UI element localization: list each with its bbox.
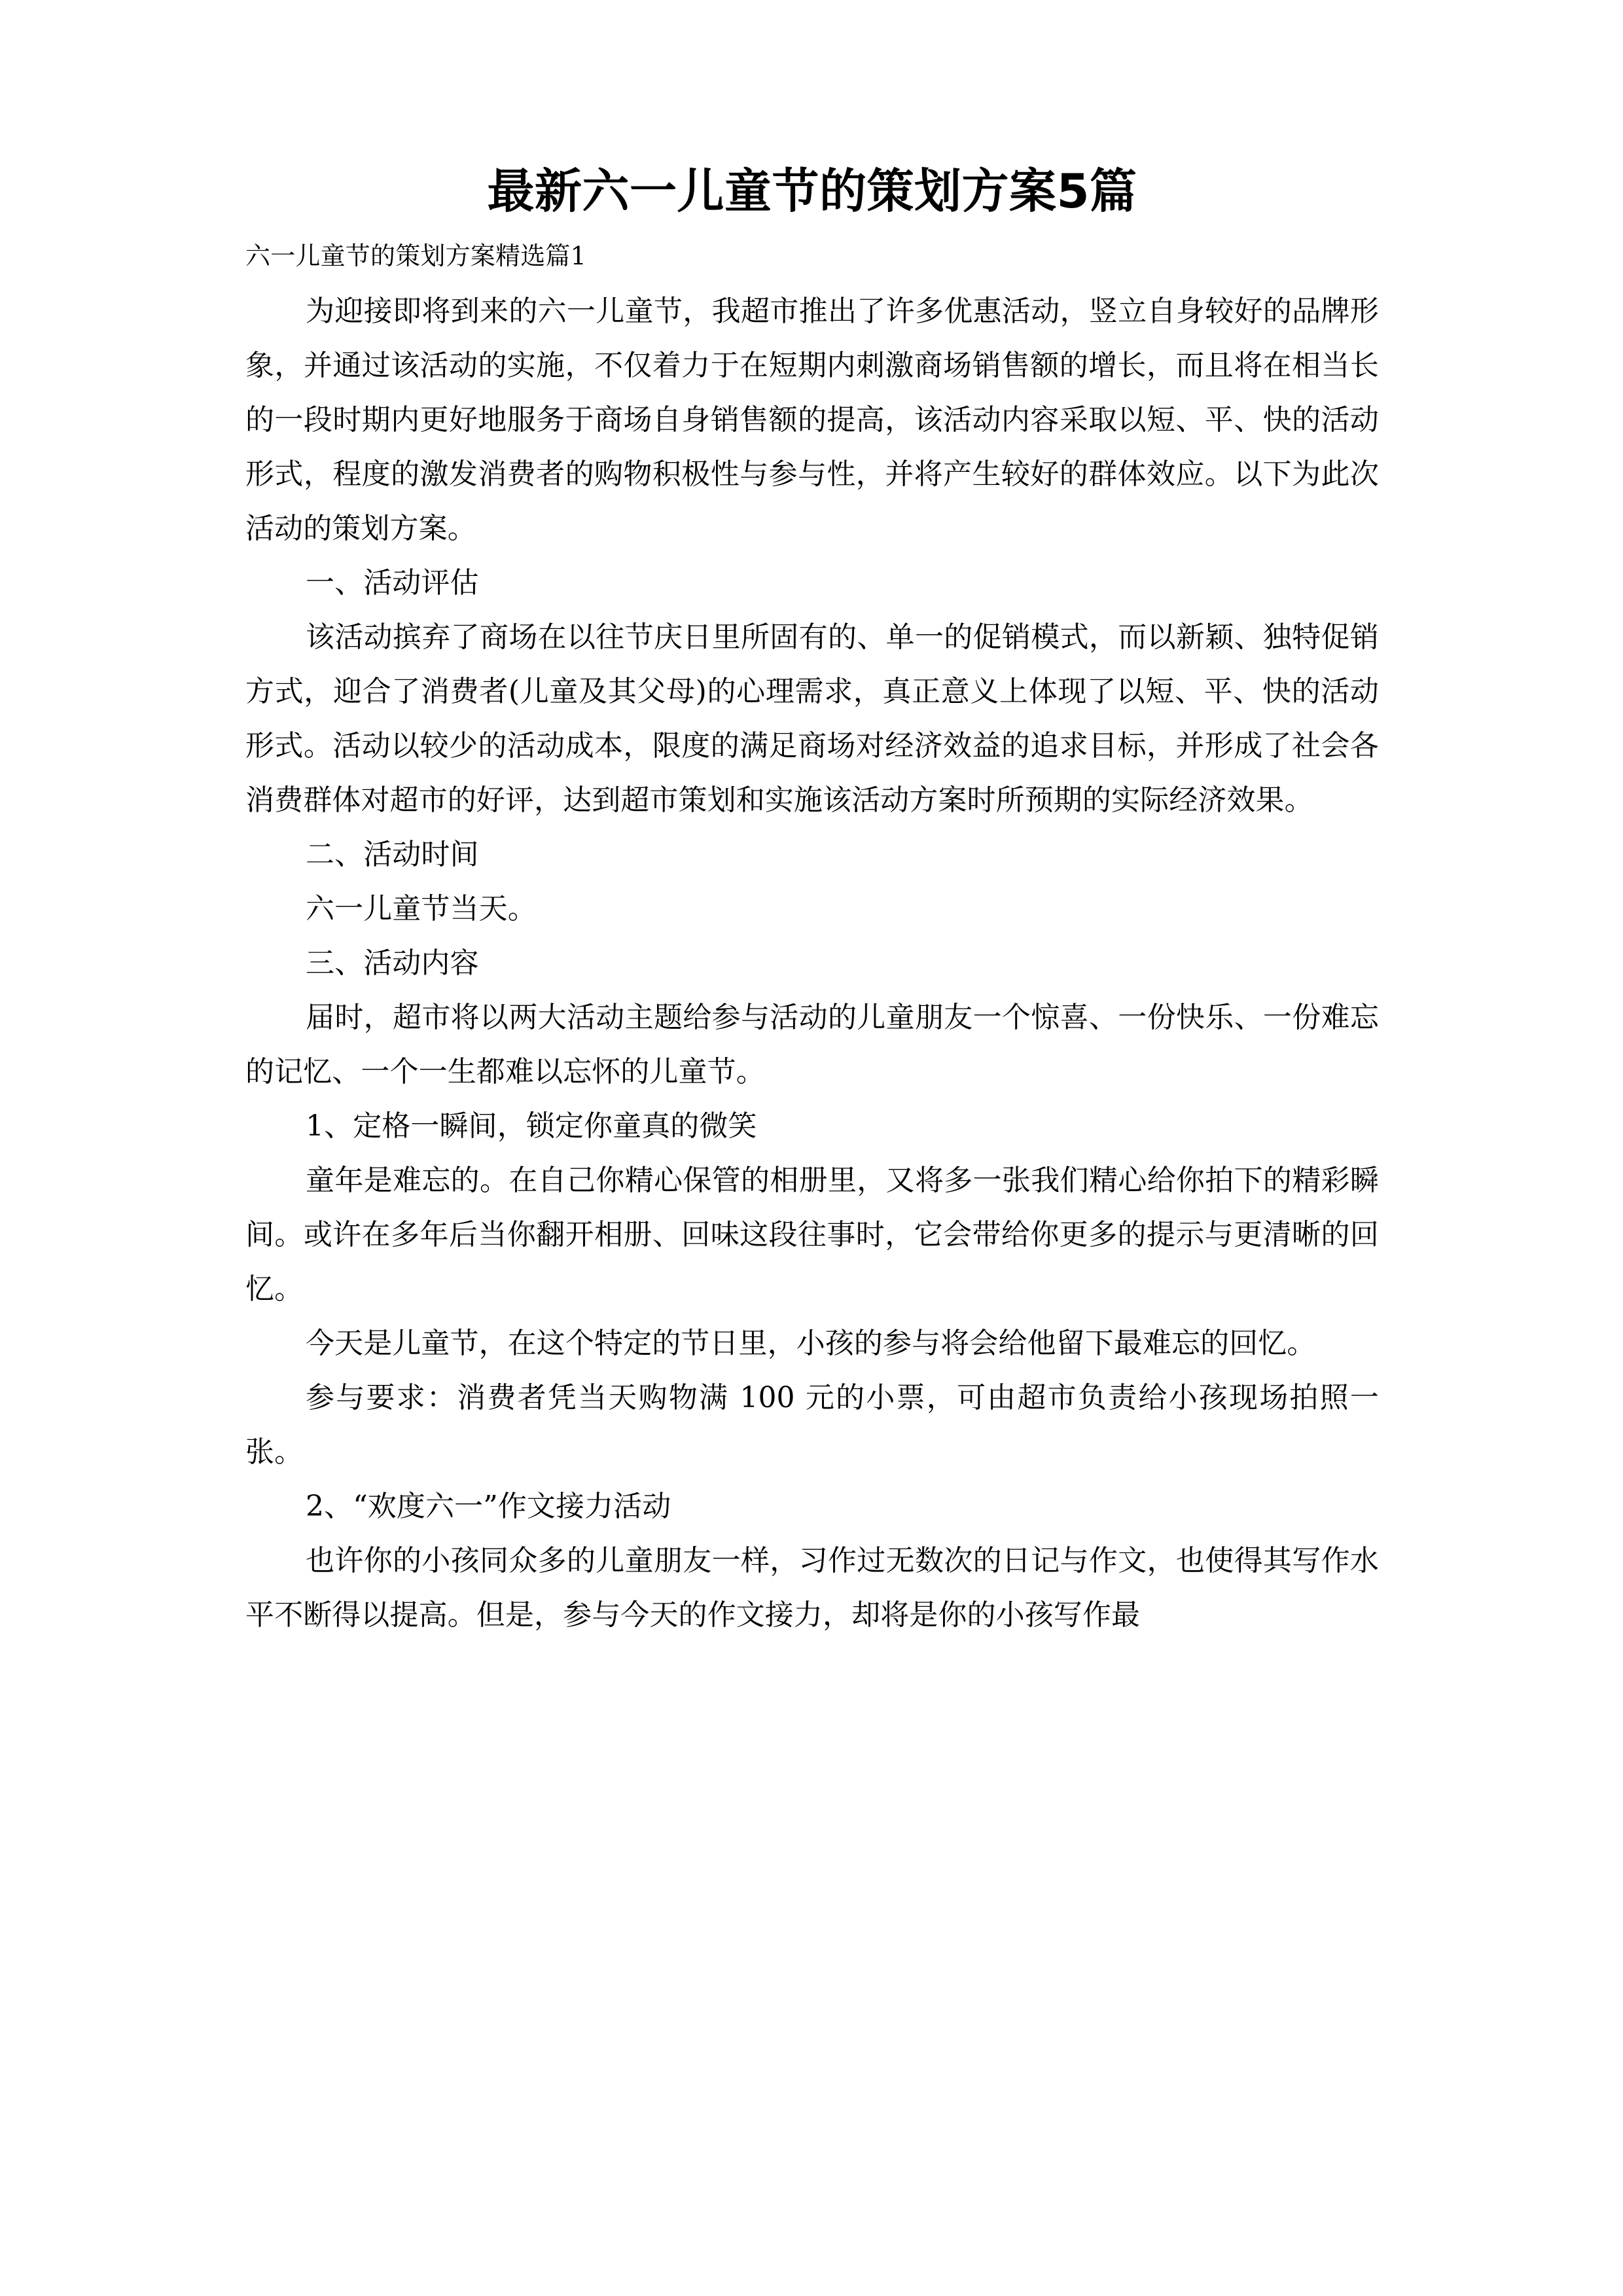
page-title: 最新六一儿童节的策划方案5篇 xyxy=(487,164,1137,219)
section-heading-1: 一、活动评估 xyxy=(306,565,479,600)
body-paragraph: 也许你的小孩同众多的儿童朋友一样，习作过无数次的日记与作文，也使得其写作水平不断得以提高。但是，参与今天的作文接力，却将是你的小孩写作最 xyxy=(245,1543,1379,1632)
body-paragraph: 为迎接即将到来的六一儿童节，我超市推出了许多优惠活动，竖立自身较好的品牌形象，并通过该活动的实施，不仅着力于在短期内刺激商场销售额的增长，而且将在相当长的一段时期内更好地服务于商场自身销售额的提高，该活动内容采取以短、平、快的活动形式，程度的激发消费者的购物积极性与参与性，并将产生较好的群体效应。以下为此次活动的策划方案。 xyxy=(245,294,1379,545)
section-heading-3: 三、活动内容 xyxy=(306,946,479,980)
body-paragraph: 今天是儿童节，在这个特定的节日里，小孩的参与将会给他留下最难忘的回忆。 xyxy=(306,1326,1316,1360)
body-paragraph: 童年是难忘的。在自己你精心保管的相册里，又将多一张我们精心给你拍下的精彩瞬间。或许在多年后当你翻开相册、回味这段往事时，它会带给你更多的提示与更清晰的回忆。 xyxy=(245,1163,1379,1306)
body-paragraph: 参与要求：消费者凭当天购物满 100 元的小票，可由超市负责给小孩现场拍照一张。 xyxy=(245,1380,1379,1469)
body-paragraph: 六一儿童节当天。 xyxy=(306,891,537,925)
subsection-heading-1: 1、定格一瞬间，锁定你童真的微笑 xyxy=(306,1109,757,1143)
body-paragraph: 届时，超市将以两大活动主题给参与活动的儿童朋友一个惊喜、一份快乐、一份难忘的记忆、一个一生都难以忘怀的儿童节。 xyxy=(245,1000,1379,1088)
section-heading-2: 二、活动时间 xyxy=(306,837,479,871)
document-subtitle: 六一儿童节的策划方案精选篇1 xyxy=(245,241,586,270)
body-paragraph: 该活动摈弃了商场在以往节庆日里所固有的、单一的促销模式，而以新颖、独特促销方式，迎合了消费者(儿童及其父母)的心理需求，真正意义上体现了以短、平、快的活动形式。活动以较少的活动成本，限度的满足商场对经济效益的追求目标，并形成了社会各消费群体对超市的好评，达到超市策划和实施该活动方案时所预期的实际经济效果。 xyxy=(245,620,1379,817)
document-content xyxy=(245,161,1379,1642)
subsection-heading-2: 2、“欢度六一”作文接力活动 xyxy=(306,1489,671,1523)
